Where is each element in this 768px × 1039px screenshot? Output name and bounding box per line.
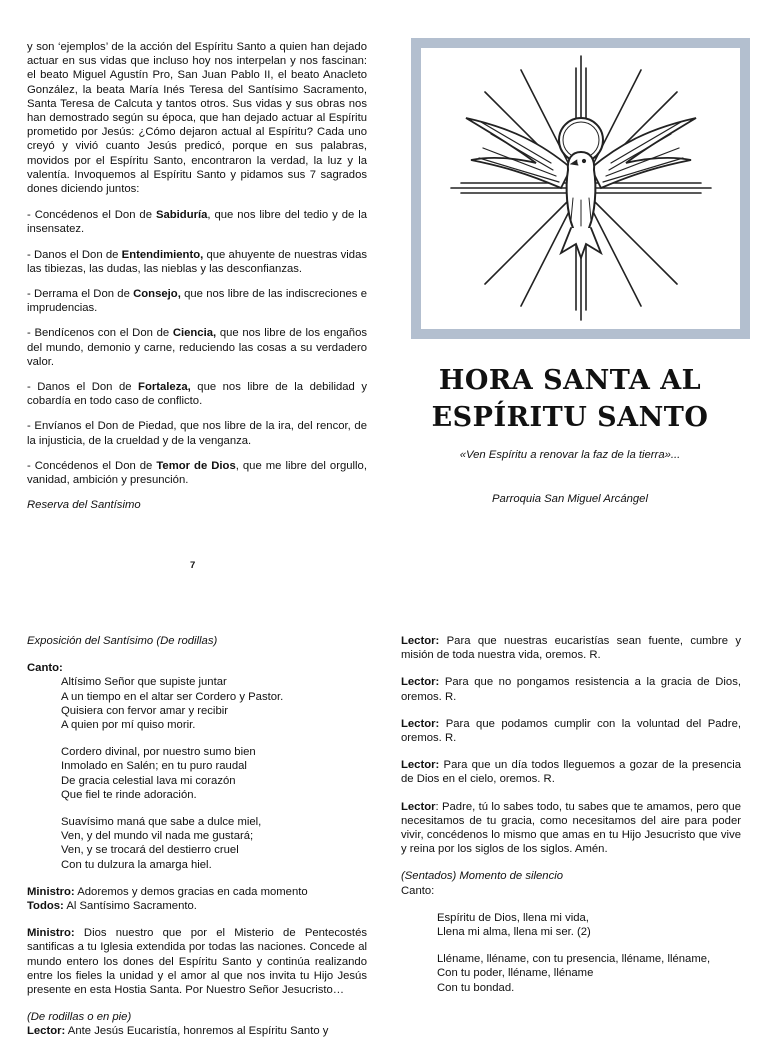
hymn-line: Cordero divinal, por nuestro sumo bien <box>61 746 256 759</box>
lector-petition: Lector: Padre, tú lo sabes todo, tu sabes que te amamos, pero que necesitamos de tu gracia, como necesitamos del aire para poder vivir, concédenos lo mismo que amas en tu Hijo Jesucristo que vive y reina por los siglos de los siglos. Amén. <box>401 800 741 856</box>
lector-label: Lector: <box>401 717 440 730</box>
subtitle: «Ven Espíritu a renovar la faz de la tierra»... <box>459 449 681 461</box>
gift-name: Sabiduría <box>155 209 208 222</box>
hymn-line: Que fiel te rinde adoración. <box>61 788 197 801</box>
gift-petition: - Envíanos el Don de Piedad, que nos libre de la ira, del rencor, de la injusticia, de la crueldad y de la venganza. <box>27 420 367 447</box>
song-stanza <box>401 911 741 939</box>
canto-label: Canto: <box>27 662 63 675</box>
hymn-line: Con tu dulzura la amarga hiel. <box>61 858 212 871</box>
gift-name: Consejo, <box>133 288 181 301</box>
silencio-note: (Sentados) Momento de silencio <box>401 870 564 883</box>
gift-name: Temor de Dios <box>156 459 236 472</box>
page-title: HORA SANTA AL ESPÍRITU SANTO <box>431 365 709 433</box>
holy-spirit-dove-icon <box>421 48 740 329</box>
gift-petition: - Concédenos el Don de Sabiduría, que nos libre del tedio y de la insensatez. <box>27 209 367 236</box>
lector-label: Lector: <box>401 759 440 772</box>
song-line: Llena mi alma, llena mi ser. (2) <box>437 926 591 939</box>
lector-label: Lector: <box>401 635 440 647</box>
hymn-line: A un tiempo en el altar ser Cordero y Pastor. <box>61 690 284 703</box>
song-line: Espíritu de Dios, llena mi vida, <box>437 911 589 924</box>
song-stanza <box>401 952 741 995</box>
hymn-line: Ven, y se trocará del destierro cruel <box>61 844 239 857</box>
hymn-line: Quisiera con fervor amar y recibir <box>61 704 228 717</box>
gift-petition: - Danos el Don de Fortaleza, que nos libre de la debilidad y cobardía en todo caso de conflicto. <box>27 381 367 408</box>
lector-label: Lector: <box>401 676 440 689</box>
parish-name: Parroquia San Miguel Arcángel <box>492 493 648 505</box>
gift-name: Ciencia, <box>172 327 217 340</box>
gift-name: Entendimiento, <box>121 248 204 261</box>
reserva-heading: Reserva del Santísimo <box>27 499 141 512</box>
lector-petition: Lector: Para que podamos cumplir con la voluntad del Padre, oremos. R. <box>401 717 741 745</box>
rodillas-note: (De rodillas o en pie) <box>27 1011 132 1024</box>
petitions-list <box>401 634 741 856</box>
lector-petition: Lector: Para que nuestras eucaristías sean fuente, cumbre y misión de toda nuestra vida, oremos. R. <box>401 635 741 662</box>
liturgy-right-column <box>401 634 741 995</box>
hymn-line: A quien por mí quiso morir. <box>61 719 196 732</box>
ministro-line: Ministro: Adoremos y demos gracias en cada momento <box>27 885 308 898</box>
gifts-list <box>27 208 367 487</box>
gift-petition: - Concédenos el Don de Temor de Dios, que me libre del orgullo, vanidad, ambición y presunción. <box>27 459 367 487</box>
hymn-line: De gracia celestial lava mi corazón <box>61 774 236 787</box>
lector-line: Lector: Ante Jesús Eucaristía, honremos al Espíritu Santo y <box>27 1025 329 1038</box>
gift-petition: - Danos el Don de Entendimiento, que ahuyente de nuestras vidas las tibiezas, las dudas, las nieblas y las desconfianzas. <box>27 248 367 275</box>
dove-illustration <box>411 38 750 339</box>
lector-petition: Lector: Para que un día todos lleguemos a gozar de la presencia de Dios en el cielo, oremos. R. <box>401 759 741 786</box>
lector-label: Lector <box>401 800 436 813</box>
song-line: Con tu poder, lléname, lléname <box>437 967 594 980</box>
intro-paragraph: y son ‘ejemplos’ de la acción del Espíritu Santo a quien han dejado actuar en sus vidas que incluso hoy nos interpelan y nos fascinan: el beato Miguel Agustín Pro, San Juan Pablo II, el beato Anacleto González, la beata María Inés Teresa del Santísimo Sacramento, Santa Teresa de Calcuta y tantos otros. Sus vidas y sus obras nos han demostrado según su época, que han dejado actuar al Espíritu prometido por Jesús: ¿Cómo dejaron actual al Espíritu? Cada uno creyó y vivió cuanto Jesús predicó, porque en sus palabras, movidos por el Espíritu Santo, encontraron la verdad, la luz y la valentía. Invoquemos al Espíritu Santo y pidamos sus 7 sagrados dones diciendo juntos: <box>27 41 367 196</box>
gifts-column <box>27 40 367 523</box>
hymn-stanza <box>27 815 367 872</box>
liturgy-left-column <box>27 634 367 1039</box>
canto-label: Canto: <box>401 884 435 897</box>
gift-name: Fortaleza, <box>138 381 191 394</box>
page-number: 7 <box>190 560 196 571</box>
hymn-line: Ven, y del mundo vil nada me gustará; <box>61 830 254 843</box>
lector-petition: Lector: Para que no pongamos resistencia a la gracia de Dios, oremos. R. <box>401 676 741 703</box>
hymn-line: Inmolado en Salén; en tu puro raudal <box>61 760 247 773</box>
gift-petition: - Bendícenos con el Don de Ciencia, que nos libre de los engaños del mundo, demonio y carne, reduciendo las cosas a su verdadero valor. <box>27 327 368 368</box>
hymn-line: Suavísimo maná que sabe a dulce miel, <box>61 816 262 829</box>
song-line: Con tu bondad. <box>437 981 515 994</box>
hymn-stanza <box>27 745 367 802</box>
song-line: Lléname, lléname, con tu presencia, lléname, lléname, <box>437 953 711 966</box>
gift-petition: - Derrama el Don de Consejo, que nos libre de las indiscreciones e imprudencias. <box>27 288 367 315</box>
hymn-stanza <box>27 675 367 732</box>
hymn-line: Altísimo Señor que supiste juntar <box>61 676 227 689</box>
exposicion-heading: Exposición del Santísimo (De rodillas) <box>27 635 218 647</box>
ministro-prayer: Ministro: Dios nuestro que por el Misterio de Pentecostés santificas a tu Iglesia extendida por todas las naciones. Concede al mundo entero los dones del Espíritu Santo y continúa realizando entre los fieles la unidad y el amor al que nos invita tu Hijo Jesús presente en esta Hostia Santa. Por Nuestro Señor Jesucristo… <box>27 927 367 997</box>
todos-line: Todos: Al Santísimo Sacramento. <box>27 900 197 913</box>
